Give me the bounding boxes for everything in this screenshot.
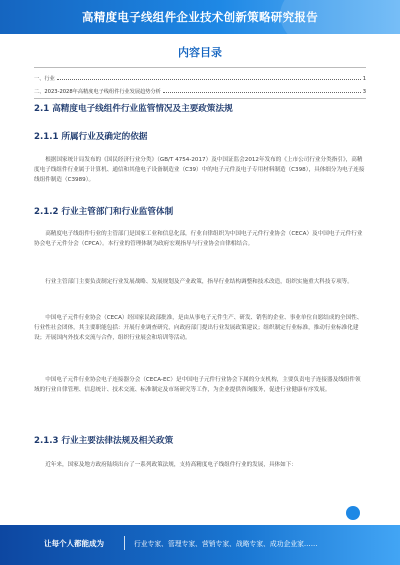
paragraph: 近年来，国家及地方政府陆续出台了一系列政策法规，支持高精度电子线组件行业的发展，具体如下：	[45, 462, 297, 468]
toc-entry-text: 一、行业	[34, 76, 55, 82]
toc-bottom-rule	[34, 98, 366, 99]
toc-entry-text: 二、2023-2028年高精度电子线组件行业发展趋势分析	[34, 89, 161, 95]
paragraph: 高精度电子线组件行业的主管部门是国家工业和信息化部，行业自律组织为中国电子元件行业协会（CECA）及中国电子元件行业协会电子元件分会（CPCA）。本行业的管理体制为政府宏观指导与行业协会自律相结合。	[34, 231, 363, 247]
toc-entry-page: 3	[362, 89, 366, 95]
footer-divider	[124, 536, 125, 550]
paragraph: 行业主管部门主要负责制定行业发展战略、发展规划及产业政策，指导行业结构调整和技术改造，组织实施重大科技专项等。	[45, 279, 353, 285]
footer-slogan: 让每个人都能成为	[44, 539, 104, 548]
paragraph: 中国电子元件行业协会电子连接器分会（CECA-EC）是中国电子元件行业协会下属的分支机构，主要负责电子连接器及线组件领域的行业自律管理、信息统计、技术交流、标准制定及市场研究等工作，为企业提供咨询服务，促进行业健康有序发展。	[34, 377, 361, 393]
toc-leader-dots	[163, 92, 361, 93]
section-heading-2-1: 2.1 高精度电子线组件行业监管情况及主要政策法规	[34, 104, 233, 114]
toc-top-rule	[34, 67, 366, 68]
paragraph: 中国电子元件行业协会（CECA）经国家民政部批准，是由从事电子元件生产、研发、销售的企业、事业单位自愿结成的全国性、行业性社会团体，其主要职能包括：开展行业调查研究，向政府部门提出行业发展政策建议；组织制定行业标准，推动行业标准化建设；开展国内外技术交流与合作，组织行业展会和培训等活动。	[34, 315, 363, 341]
decoration-dot	[346, 506, 360, 520]
section-heading-2-1-1: 2.1.1 所属行业及确定的依据	[34, 132, 148, 142]
toc-heading: 内容目录	[178, 46, 222, 59]
toc-entry-page: 1	[362, 76, 366, 82]
paragraph: 根据国家统计局发布的《国民经济行业分类》（GB/T 4754-2017）及中国证监会2012年发布的《上市公司行业分类指引》，高精度电子线组件行业属于计算机、通信和其他电子设备制造业（C39）中的电子元件及电子专用材料制造（C398），具体细分为电子连接线组件制造（C3989）。	[34, 157, 365, 183]
section-heading-2-1-2: 2.1.2 行业主管部门和行业监管体制	[34, 207, 174, 217]
footer-roles: 行业专家、管理专家、营销专家、战略专家、成功企业家……	[134, 540, 318, 548]
header-banner	[0, 0, 400, 34]
toc-leader-dots	[57, 79, 361, 80]
section-heading-2-1-3: 2.1.3 行业主要法律法规及相关政策	[34, 436, 174, 446]
report-title: 高精度电子线组件企业技术创新策略研究报告	[82, 10, 318, 24]
toc-entry[interactable]	[34, 83, 366, 95]
toc-entry[interactable]	[34, 70, 366, 82]
